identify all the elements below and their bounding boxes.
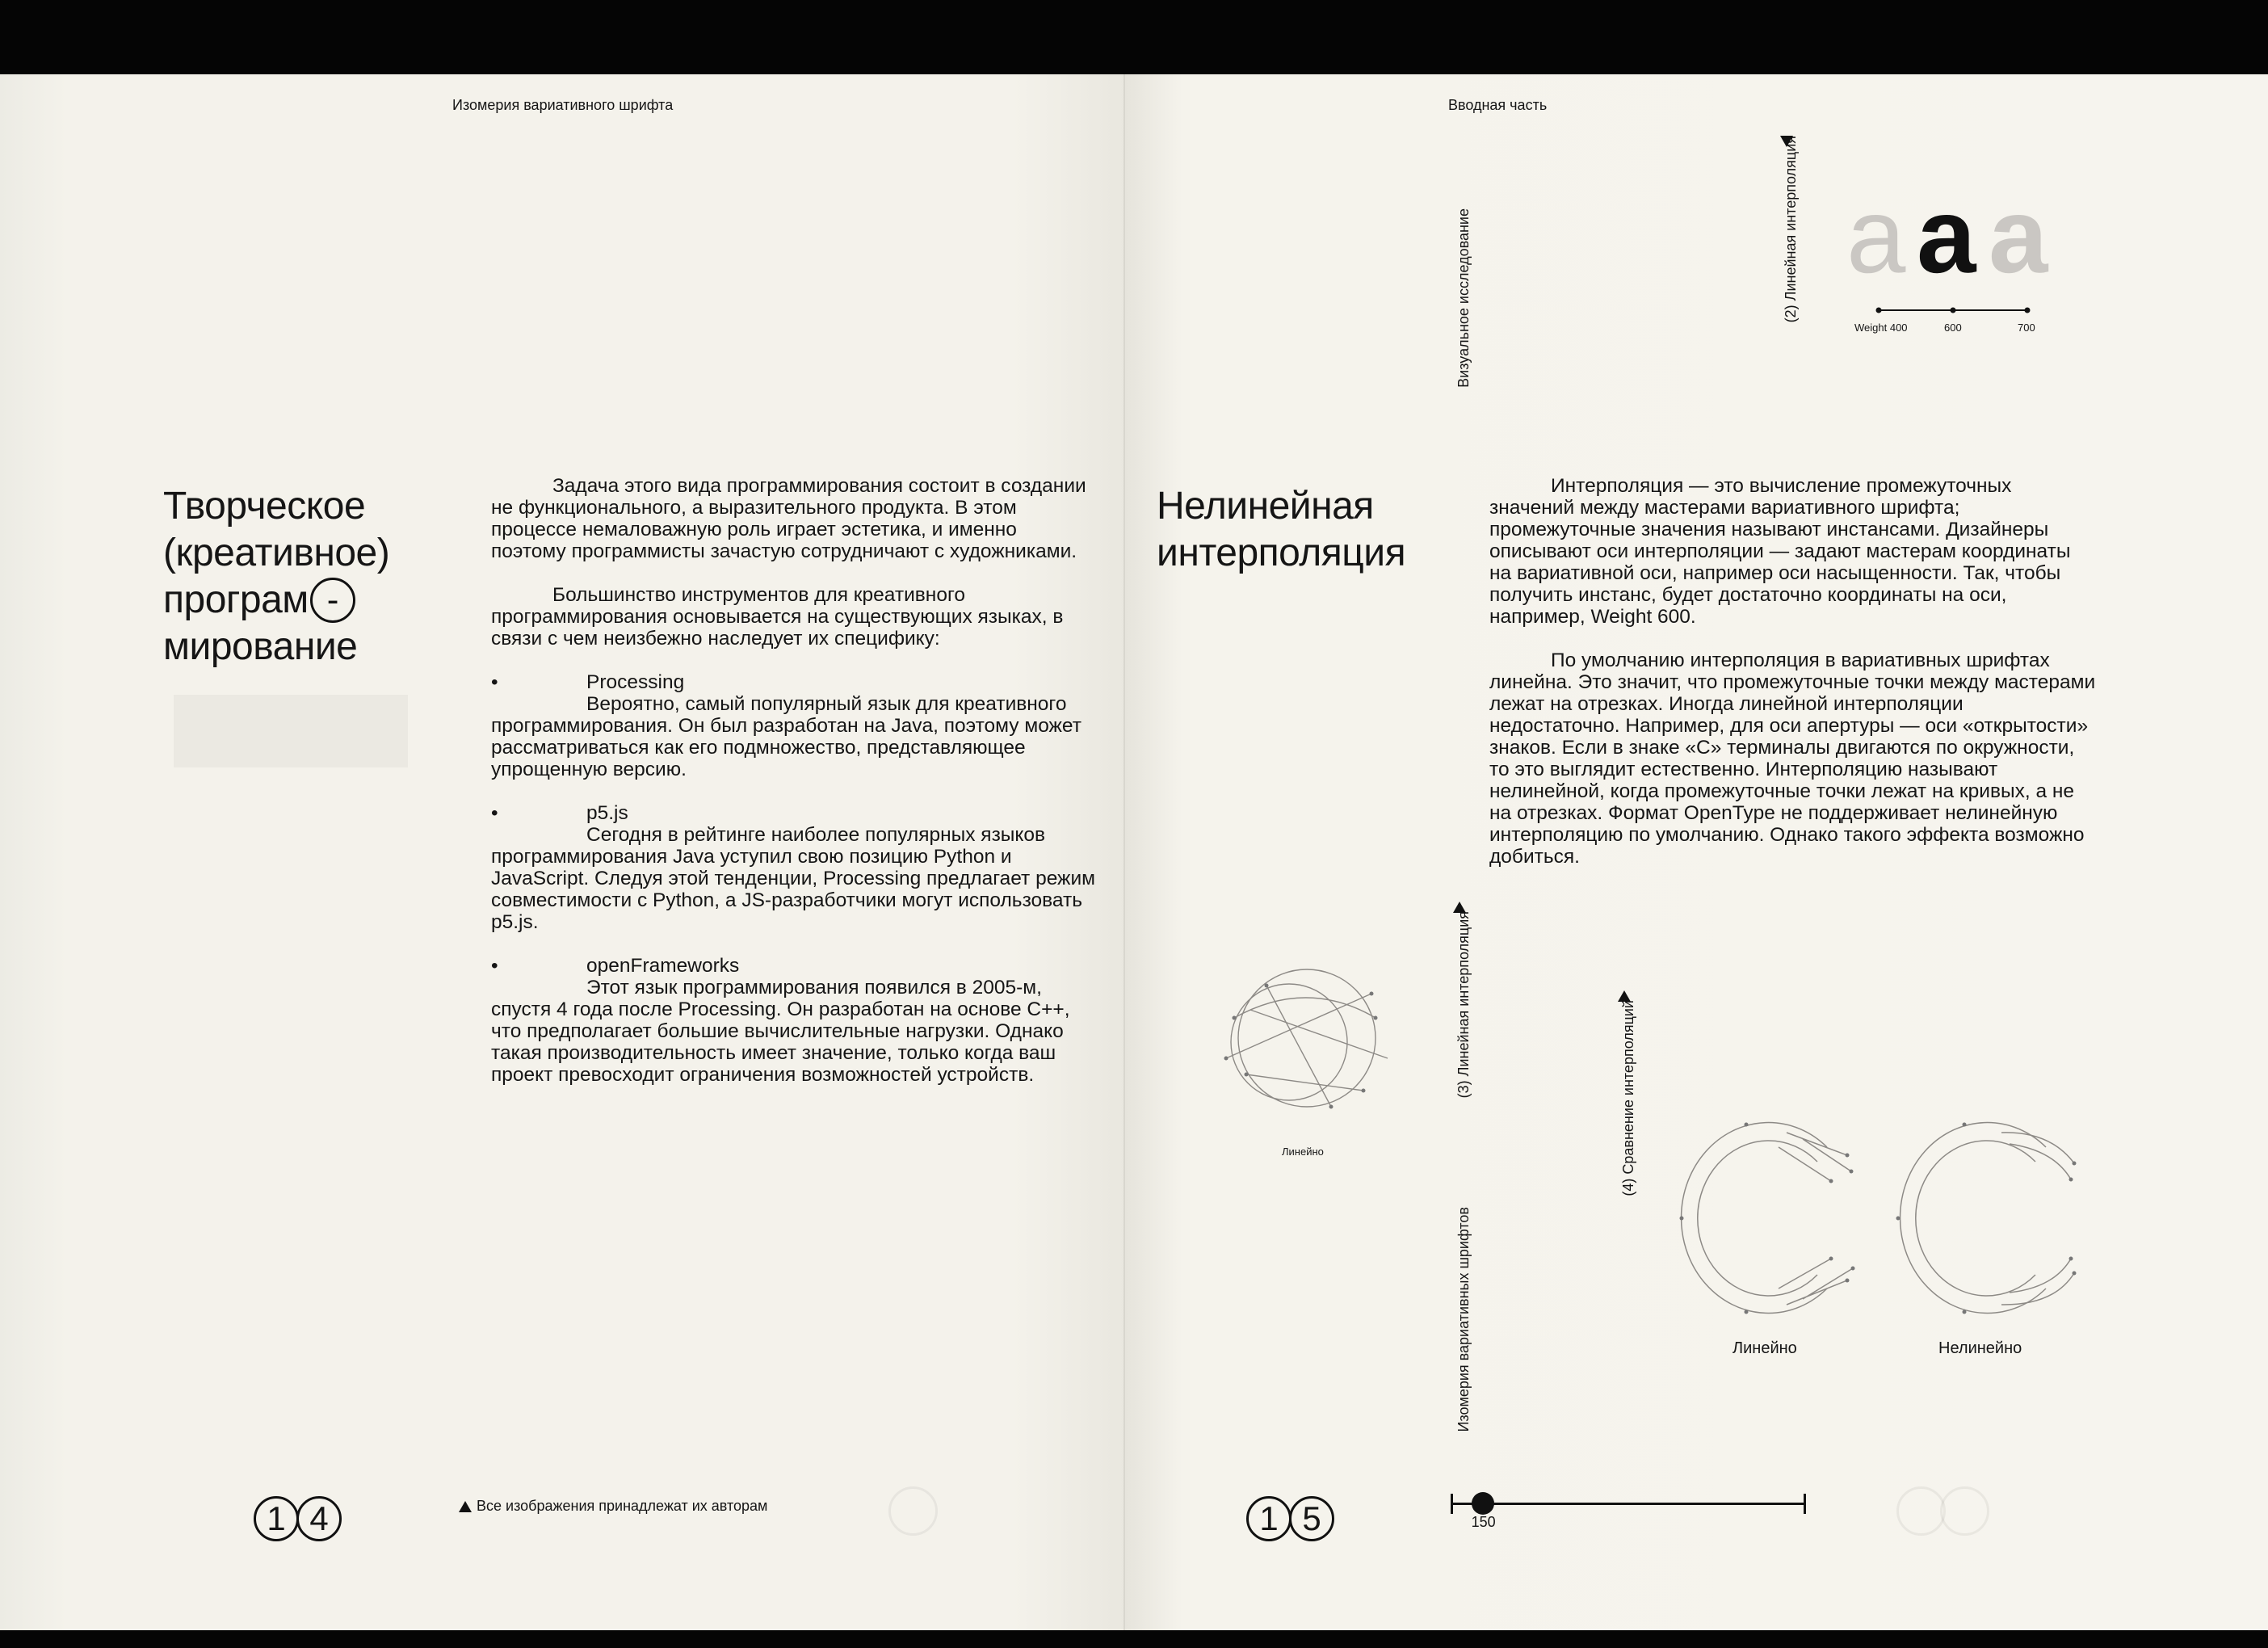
- title-hyphen-circle: [310, 578, 355, 623]
- page-digit: 5: [1289, 1496, 1334, 1541]
- title-line-1: Нелинейная: [1157, 485, 1374, 528]
- figure-2-glyphs: [1842, 176, 2068, 301]
- figure-4-arrow-icon: [1618, 990, 1631, 1002]
- title-line-3: [163, 577, 389, 624]
- right-page-number: [1246, 1496, 1332, 1541]
- left-page-title: [163, 483, 389, 671]
- figure-2-caption-text: (2) Линейная интерполяция: [1783, 136, 1799, 323]
- list-item-text: Сегодня в рейтинге наиболее популярных языков программирования Java уступил свою позицию Python и JavaScript. Следуя этой тенденции, Processing предлагает режим совместимости с Python, а JS-разработчики могут использовать p5.js.: [491, 824, 1095, 933]
- figure-3-label: Линейно: [1282, 1146, 1324, 1158]
- title-line-2: (креативное): [163, 532, 390, 574]
- figure-4-label-linear: Линейно: [1732, 1339, 1797, 1357]
- left-running-head: Изомерия вариативного шрифта: [452, 97, 674, 113]
- image-credit-text: Все изображения принадлежат их авторам: [477, 1498, 768, 1514]
- weight-axis-label: Weight 400: [1854, 322, 1908, 334]
- side-label-isomery: Изомерия вариативных шрифтов: [1455, 1207, 1472, 1432]
- list-item-p5js: [491, 802, 1095, 824]
- title-line-4: мирование: [163, 625, 358, 668]
- slider-knob: [1472, 1492, 1494, 1515]
- page-digit: 1: [1246, 1496, 1292, 1541]
- show-through-left: [174, 695, 408, 767]
- figure-3-caption: (3) Линейная интерполяция: [1455, 911, 1472, 1099]
- list-item-openframeworks: [491, 955, 1095, 977]
- list-item-text: Вероятно, самый популярный язык для креативного программирования. Он был разработан на Java, поэтому может рассматриваться как его подмножество, представляющее упрощенную версию.: [491, 693, 1082, 780]
- title-hyphen: -: [326, 580, 338, 620]
- figure-2-arrow-icon: [1780, 136, 1793, 147]
- weight-tick-600: 600: [1944, 322, 1962, 334]
- right-paragraph-2: По умолчанию интерполяция в вариативных шрифтах линейна. Это значит, что промежуточные точки между мастерами лежат на отрезках. Иногда линейной интерполяции недостаточно. Например, для оси апертуры — оси «открытости» знаков. Если в знаке «С» терминалы двигаются по окружности, то это выглядит естественно. Интерполяцию называют нелинейной, когда промежуточные точки лежат на кривых, а не на отрезках. Формат OpenType не поддерживает нелинейную интерполяцию по умолчанию. Однако такого эффекта возможно добиться.: [1489, 650, 2096, 868]
- slider-end-cap-right: [1804, 1494, 1806, 1514]
- list-item-text: Этот язык программирования появился в 2005-м, спустя 4 года после Processing. Он разработан на основе C++, что предполагает большие вычислительные нагрузки. Однако такая производительность имеет значение, только когда ваш проект превосходит ограничения возможностей устройств.: [491, 977, 1070, 1086]
- list-item-processing: [491, 671, 1095, 693]
- left-page-number: [254, 1496, 339, 1541]
- list-item-name: Processing: [586, 671, 685, 693]
- figure-4-label-nonlinear: Нелинейно: [1938, 1339, 2022, 1357]
- list-item-name: openFrameworks: [586, 955, 740, 977]
- list-bullet: •: [491, 671, 498, 693]
- figure-4-linear-c: [1665, 1115, 1859, 1325]
- figure-3-diagram: [1202, 961, 1412, 1123]
- right-running-head: Вводная часть: [1448, 97, 1548, 113]
- show-through-circle-left: [888, 1486, 938, 1536]
- image-credit: [459, 1498, 767, 1515]
- title-line-1: Творческое: [163, 485, 366, 528]
- right-page-title: [1157, 483, 1405, 577]
- glyph-weight-700: a: [1989, 176, 2048, 295]
- figure-4-caption: (4) Сравнение интерполяций: [1620, 1000, 1636, 1196]
- show-through-circle-right: [1896, 1486, 1946, 1536]
- slider-track: [1451, 1503, 1806, 1505]
- page-digit: 1: [254, 1496, 299, 1541]
- side-label-visual-research: Визуальное исследование: [1455, 208, 1472, 388]
- figure-4-nonlinear-c: [1880, 1115, 2090, 1325]
- weight-tick-700: 700: [2018, 322, 2035, 334]
- glyph-weight-600: a: [1917, 176, 1976, 295]
- list-bullet: •: [491, 955, 498, 977]
- left-intro-paragraph-2: Большинство инструментов для креативного программирования основывается на существующих языках, в связи с чем неизбежно наследует их специфику:: [491, 584, 1064, 650]
- figure-2-caption: [1783, 136, 1800, 322]
- figure-3-arrow-icon: [1453, 902, 1466, 913]
- triangle-up-icon: [459, 1501, 472, 1512]
- right-paragraph-1: Интерполяция — это вычисление промежуточных значений между мастерами вариативного шрифта; промежуточные значения называют инстансами. Дизайнеры описывают оси интерполяции — задают мастерам координаты на вариативной оси, например оси насыщенности. Так, чтобы получить инстанс, будет достаточно координаты на оси, например, Weight 600.: [1489, 475, 2071, 628]
- weight-slider: [1451, 1489, 1809, 1518]
- right-body-text: [1489, 475, 2097, 868]
- figure-2-weight-axis: [1874, 305, 2035, 315]
- show-through-circle-right-2: [1940, 1486, 1989, 1536]
- list-bullet: •: [491, 802, 498, 824]
- glyph-weight-400: a: [1846, 176, 1906, 295]
- title-line-3-text: програм: [163, 578, 309, 621]
- slider-value: 150: [1471, 1514, 1496, 1530]
- list-item-name: p5.js: [586, 802, 628, 824]
- title-line-2: интерполяция: [1157, 532, 1406, 574]
- left-intro-paragraph-1: Задача этого вида программирования состоит в создании не функционального, а выразительного продукта. В этом процессе немаловажную роль играет эстетика, и именно поэтому программисты зачастую сотрудничают с художниками.: [491, 475, 1086, 562]
- slider-end-cap-left: [1451, 1494, 1453, 1514]
- page-digit: 4: [296, 1496, 342, 1541]
- left-body-text: [491, 475, 1095, 1086]
